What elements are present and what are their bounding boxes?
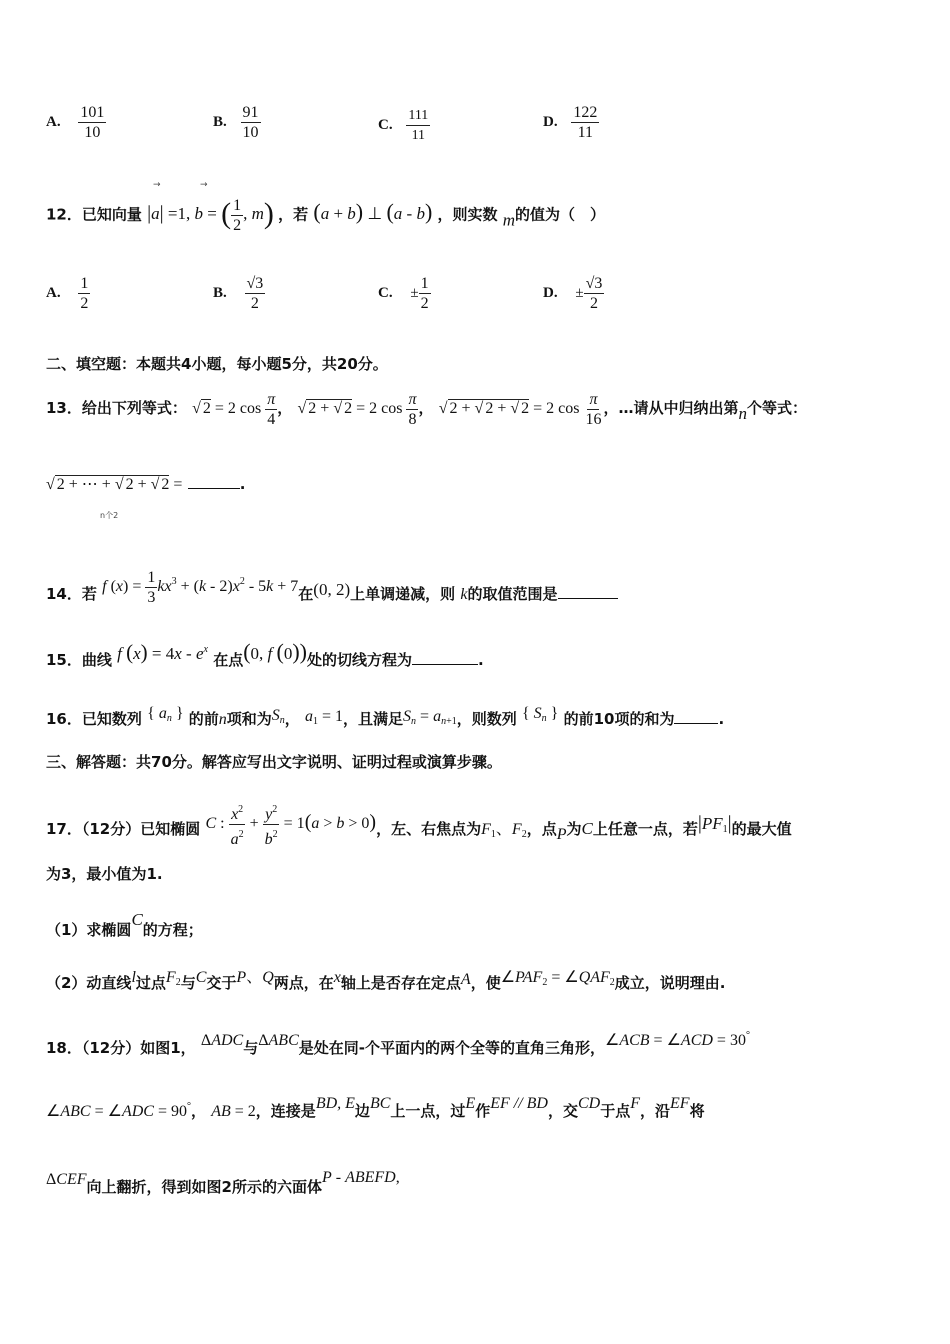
q18-text: ， (190, 1102, 206, 1120)
q14-tail: 的取值范围是 (467, 585, 558, 604)
q16-lead: 已知数列 (81, 710, 142, 728)
q18-text: ，连接是 (255, 1102, 316, 1120)
q12-cond2: ，则实数 (437, 205, 498, 224)
section-3-heading: 三、解答题：共70分。解答应写出文字说明、证明过程或演算步骤。 (46, 753, 502, 771)
q15-tail: 处的切线方程为 (307, 651, 413, 669)
q15-function: f $(x) = 4x - e^x$ (117, 640, 208, 664)
q11-option-a (46, 103, 106, 142)
fraction (241, 103, 261, 142)
score: （12分） (81, 820, 141, 839)
q18-text: 向上翻折，得到如图2所示的六面体 (86, 1178, 322, 1196)
q16-mid1: 的前 (188, 710, 219, 728)
answer-blank[interactable] (412, 664, 478, 665)
q12-tail: 的值为（ ） (515, 205, 606, 224)
q12-perp-condition: (a + b) ⊥ (a - b) (313, 199, 433, 225)
q18-mid2: 是处在同-个平面内的两个全等的直角三角形， (298, 1039, 605, 1057)
q13-answer-line: √ 2 + ⋯ + √ 2 + √ 2 = . (46, 475, 246, 493)
question-number: 16． (46, 710, 82, 728)
q18-text: 于点 (600, 1102, 631, 1120)
q17-distance: $|PF_1|$ (697, 812, 732, 836)
angle-abc-adc: ∠ABC = ∠ADC = 90° (46, 1101, 191, 1120)
q16-stem: 16．已知数列 { $a_n$ } 的前n项和为$S_n$， $a_1 = 1$，且满足$S_n = a_{n+1}$，则数列 { $S_n$ } 的前10项的和为 . (46, 705, 725, 728)
denominator: 11 (577, 124, 594, 141)
q18-stem (46, 1026, 750, 1058)
q13-stem: 13．给出下列等式： √ 2 = 2 cos $\frac{\pi}{4}$ ， √ 2 + √ 2 = 2 cos $\frac{\pi}{8}$ ， √ 2 + √ 2 + √ 2 = 2 cos $\frac{\pi}{16}$ ，…请从中归纳出第n个等式： (46, 391, 808, 428)
part-text: 过点 (135, 974, 166, 992)
q14-function: f (x) = $\frac{1}{3}$ $kx^3 + (k - 2)x^2 - 5k + 7$ (102, 569, 299, 606)
side-bc: BC (369, 1095, 391, 1112)
section-2-heading: 二、填空题：本题共4小题，每小题5分，共20分。 (46, 355, 388, 373)
part-label: （2）动直线 (46, 974, 132, 992)
fraction (571, 103, 599, 142)
q16-variable: n (218, 711, 227, 728)
question-number: 14． (46, 585, 82, 604)
fraction (419, 274, 431, 313)
fraction: $\frac{1}{2}$ (233, 197, 242, 234)
q12-option-a (46, 274, 90, 313)
option-letter: D. (543, 284, 558, 301)
q16-mid4: ，则数列 (456, 710, 517, 728)
question-number: 18． (46, 1039, 82, 1057)
q18-line3 (46, 1168, 400, 1197)
q12-lead: 已知向量 (81, 205, 142, 224)
numerator: √3 (585, 275, 603, 292)
q17-stem (46, 800, 792, 849)
numerator: 111 (406, 106, 430, 126)
q18-text: 作 (475, 1102, 491, 1120)
q11-option-b (213, 103, 261, 142)
q13-tail2: 个等式： (747, 399, 808, 418)
q18-line2 (46, 1094, 705, 1122)
fraction: $\frac{\pi}{16}$ (585, 391, 602, 428)
q12-vector-condition: |a| =1, b = ( $\frac{1}{2}$ , m) (147, 197, 274, 234)
score: （12分） (81, 1039, 141, 1057)
bd-e: BD, E (315, 1095, 355, 1112)
question-number: 17． (46, 820, 82, 839)
q16-sum: $S_n$ (271, 707, 285, 726)
q17-line2: 为3，最小值为1. (46, 865, 163, 883)
denominator: 2 (420, 295, 429, 312)
q15-point: (0, f (0)) (243, 639, 308, 664)
denominator: 10 (242, 124, 259, 141)
vector-arrow-icon: → (200, 180, 208, 190)
q17-curve-c: C (131, 910, 143, 929)
denominator: 2 (589, 295, 598, 312)
fraction (584, 274, 605, 313)
triangle-abc: ΔABC (258, 1032, 299, 1049)
denominator: 10 (84, 124, 101, 141)
q16-sequence-s: { $S_n$ } (521, 705, 559, 724)
triangle-adc: ΔADC (200, 1032, 244, 1049)
answer-blank[interactable] (558, 598, 618, 599)
q16-sequence-a: { $a_n$ } (147, 705, 184, 724)
fraction: $\frac{y^2}{b^2}$ (263, 800, 280, 849)
ef-parallel-bd: EF // BD (490, 1095, 548, 1112)
part-text: 与 (180, 974, 196, 992)
part-tail: 的方程； (142, 921, 203, 939)
q17-foci: $F_1$、$F_2$ (481, 821, 527, 841)
focus-f2: $F_2$ (165, 969, 181, 988)
q11-option-d (543, 103, 599, 142)
q17-part2 (46, 968, 726, 993)
option-letter: D. (543, 113, 558, 130)
point-e: E (465, 1095, 476, 1112)
line-l: l (131, 969, 136, 986)
question-number: 13． (46, 399, 82, 418)
q17-mid4: 上任意一点，若 (592, 820, 698, 839)
option-letter: A. (46, 113, 61, 130)
q16-mid3: ，且满足 (343, 710, 404, 728)
fraction: $\frac{\pi}{4}$ (267, 391, 276, 428)
q18-text: 将 (689, 1102, 705, 1120)
option-letter: C. (378, 116, 393, 133)
q12-option-b (213, 274, 265, 313)
part-text: 成立，说明理由. (614, 974, 726, 992)
q13-nested-root: √ 2 + ⋯ + √ 2 + √ 2 = (46, 476, 183, 493)
ab-length: AB = 2 (211, 1103, 256, 1120)
q18-mid1: 与 (243, 1039, 259, 1057)
q16-initial: $a_1 = 1$ (305, 708, 344, 727)
denominator: 11 (411, 128, 426, 143)
q15-mid: 在点 (213, 651, 244, 669)
q13-tail: ，…请从中归纳出第 (603, 399, 739, 418)
angle-equation: $\angle PAF_2$ = $\angle QAF_2$ (500, 969, 615, 988)
q17-ellipse: C : $\frac{x^2}{a^2}$ + $\frac{y^2}{b^2}$ = 1(a > b > 0) (206, 815, 377, 832)
q14-interval: (0, 2) (313, 580, 351, 600)
q14-mid2: 上单调递减，则 (350, 585, 456, 604)
fraction (78, 274, 90, 313)
q13-equation-1: √ 2 = 2 cos $\frac{\pi}{4}$ (192, 391, 276, 428)
numerator: 1 (80, 275, 89, 292)
q13-lead: 给出下列等式： (81, 399, 187, 418)
q17-lead: 已知椭圆 (140, 820, 201, 839)
q18-lead: 如图1， (140, 1039, 196, 1057)
q13-equation-3: √ 2 + √ 2 + √ 2 = 2 cos $\frac{\pi}{16}$ (438, 391, 602, 428)
q17-part1 (46, 910, 203, 940)
q16-tail: 的前10项的和为 (563, 710, 675, 728)
q17-mid2: ，点 (526, 820, 557, 839)
point-a: A (460, 971, 471, 988)
axis-x: x (333, 969, 341, 986)
triangle-cef: ΔCEF (46, 1171, 87, 1188)
numerator: 91 (242, 104, 259, 121)
option-letter: A. (46, 284, 61, 301)
q17-mid3: 为 (566, 820, 582, 839)
option-prefix: ± (575, 284, 584, 301)
vector-arrow-icon: → (153, 180, 161, 190)
q12-option-c (378, 274, 431, 313)
q12-stem (46, 196, 605, 235)
numerator: 1 (420, 275, 429, 292)
part-text: ，使 (470, 974, 501, 992)
numerator: 122 (573, 104, 598, 121)
q18-text: 上一点，过 (390, 1102, 466, 1120)
q11-option-c (378, 106, 430, 145)
fraction: $\frac{x^2}{a^2}$ (229, 800, 246, 849)
fraction (78, 103, 106, 142)
hexahedron-name: P - ABEFD, (321, 1169, 400, 1186)
points-pq: P、Q (236, 969, 274, 986)
q17-point-p: P (556, 826, 567, 844)
q18-text: 边 (354, 1102, 370, 1120)
q17-mid1: ，左、右焦点为 (376, 820, 482, 839)
q17-curve-c: C (581, 819, 593, 839)
q15-stem: 15．曲线 f $(x) = 4x - e^x$ 在点(0, f (0))处的切线方程为 . (46, 639, 484, 669)
denominator: 2 (250, 295, 259, 312)
part-text: 轴上是否存在定点 (340, 974, 461, 992)
q14-lead: 若 (81, 585, 97, 604)
part-label: （1）求椭圆 (46, 921, 132, 939)
option-letter: C. (378, 284, 393, 301)
numerator: √3 (246, 275, 264, 292)
q18-text: ，交 (547, 1102, 578, 1120)
q16-recurrence: $S_n = a_{n+1}$ (403, 708, 457, 727)
q17-tail: 的最大值 (731, 820, 792, 839)
segment-ef: EF (670, 1095, 690, 1112)
q12-cond1: ，若 (278, 205, 309, 224)
q12-variable: m (502, 210, 516, 230)
part-text: 交于 (206, 974, 237, 992)
numerator: 101 (80, 104, 105, 121)
option-letter: B. (213, 284, 227, 301)
question-number: 15． (46, 651, 82, 669)
q13-variable: n (738, 404, 747, 424)
answer-blank[interactable] (188, 488, 240, 489)
fraction (245, 274, 266, 313)
q13-equation-2: √ 2 + √ 2 = 2 cos $\frac{\pi}{8}$ (297, 391, 417, 428)
q14-mid: 在 (298, 585, 314, 604)
q16-mid2: 项和为 (226, 710, 272, 728)
question-number: 12． (46, 205, 82, 224)
option-letter: B. (213, 113, 227, 130)
angle-acb-acd: ∠ACB = ∠ACD = 30° (604, 1030, 750, 1049)
q13-note: n个2 (100, 511, 119, 520)
option-prefix: ± (410, 284, 419, 301)
q18-text: ，沿 (640, 1102, 671, 1120)
answer-blank[interactable] (674, 723, 718, 724)
q12-option-d (543, 274, 604, 313)
fraction: $\frac{\pi}{8}$ (408, 391, 417, 428)
q14-stem (46, 568, 618, 607)
curve-c: C (195, 969, 207, 986)
point-f: F (630, 1095, 641, 1112)
q14-variable: k (460, 586, 468, 604)
fraction (406, 106, 430, 145)
side-cd: CD (577, 1095, 601, 1112)
fraction: $\frac{1}{3}$ (147, 569, 156, 606)
denominator: 2 (80, 295, 89, 312)
part-text: 两点，在 (273, 974, 334, 992)
q15-lead: 曲线 (81, 651, 112, 669)
